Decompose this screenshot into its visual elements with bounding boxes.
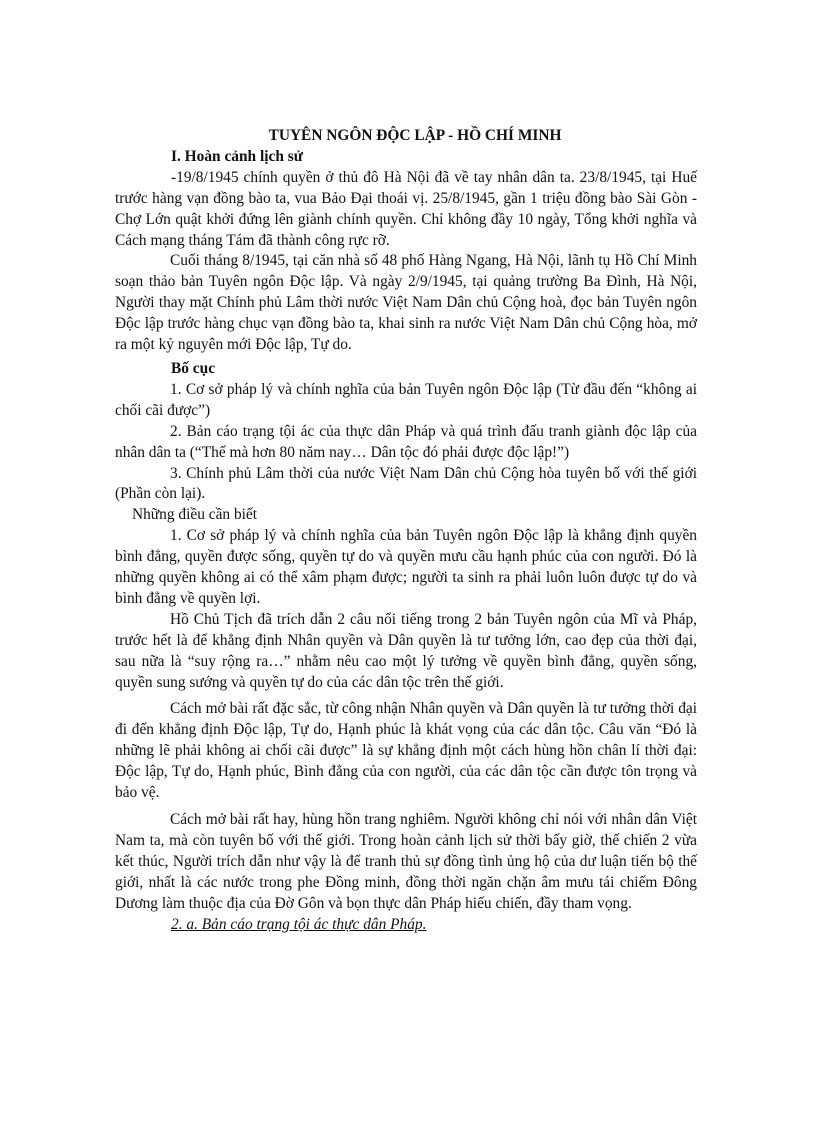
layout-item: 3. Chính phủ Lâm thời của nước Việt Nam Dân chủ Cộng hòa tuyên bố với thế giới (Phần còn lại). <box>115 464 697 503</box>
document-title: TUYÊN NGÔN ĐỘC LẬP - HỒ CHÍ MINH <box>268 127 562 144</box>
paragraph: 1. Cơ sở pháp lý và chính nghĩa của bản Tuyên ngôn Độc lập là khẳng định quyền bình đẳng, quyền được sống, quyền tự do và quyền mưu cầu hạnh phúc của con người. Đó là những quyền không ai có thể xâm phạm được; người ta sinh ra phải luôn luôn được tự do và bình đẳng về quyền lợi. <box>115 527 697 607</box>
subheading-2a: 2. a. Bản cáo trạng tội ác thực dân Pháp. <box>171 915 427 933</box>
paragraph: Cách mở bài rất hay, hùng hồn trang nghiêm. Người không chỉ nói với nhân dân Việt Nam ta, mà còn tuyên bố với thế giới. Trong hoàn cảnh lịch sử thời bấy giờ, thế chiến 2 vừa kết thúc, Người trích dẫn như vậy là để tranh thủ sự đồng tình ủng hộ của dư luận tiến bộ thế giới, nhất là các nước trong phe Đồng minh, đồng thời ngăn chặn âm mưu tái chiếm Đông Dương làm thuộc địa của Đờ Gôn và bọn thực dân Pháp hiếu chiến, đầy tham vọng. <box>115 811 697 912</box>
section-heading-notes: Những điều cần biết <box>132 506 258 524</box>
layout-item: 1. Cơ sở pháp lý và chính nghĩa của bản Tuyên ngôn Độc lập (Từ đầu đến “không ai chối cãi được”) <box>115 380 697 419</box>
document-body <box>115 126 697 935</box>
section-heading-historical-context: I. Hoàn cảnh lịch sử <box>171 147 303 165</box>
layout-item: 2. Bản cáo trạng tội ác của thực dân Pháp và quá trình đấu tranh giành độc lập của nhân dân ta (“Thế mà hơn 80 năm nay… Dân tộc đó phải được độc lập!”) <box>115 422 697 461</box>
paragraph: Cuối tháng 8/1945, tại căn nhà số 48 phố Hàng Ngang, Hà Nội, lãnh tụ Hồ Chí Minh soạn thảo bản Tuyên ngôn Độc lập. Và ngày 2/9/1945, tại quảng trường Ba Đình, Hà Nội, Người thay mặt Chính phủ Lâm thời nước Việt Nam Dân chủ Cộng hoà, đọc bản Tuyên ngôn Độc lập trước hàng chục vạn đồng bào ta, khai sinh ra nước Việt Nam Dân chủ Cộng hòa, mở ra một kỷ nguyên mới Độc lập, Tự do. <box>115 252 697 354</box>
paragraph: Cách mở bài rất đặc sắc, từ công nhận Nhân quyền và Dân quyền là tư tưởng thời đại đi đến khẳng định Độc lập, Tự do, Hạnh phúc là khát vọng của các dân tộc. Câu văn “Đó là những lẽ phải không ai chối cãi được” là sự khẳng định một cách hùng hồn chân lí thời đại: Độc lập, Tự do, Hạnh phúc, Bình đẳng của con người, của các dân tộc cần được tôn trọng và bảo vệ. <box>115 700 697 802</box>
paragraph: -19/8/1945 chính quyền ở thủ đô Hà Nội đã về tay nhân dân ta. 23/8/1945, tại Huế trước hàng vạn đồng bào ta, vua Bảo Đại thoái vị. 25/8/1945, gần 1 triệu đồng bào Sài Gòn - Chợ Lớn quật khởi đứng lên giành chính quyền. Chỉ không đầy 10 ngày, Tổng khởi nghĩa và Cách mạng tháng Tám đã thành công rực rỡ. <box>115 168 697 249</box>
paragraph: Hồ Chủ Tịch đã trích dẫn 2 câu nổi tiếng trong 2 bản Tuyên ngôn của Mĩ và Pháp, trước hết là để khẳng định Nhân quyền và Dân quyền là tư tưởng lớn, cao đẹp của thời đại, sau nữa là “suy rộng ra…” nhằm nêu cao một lý tưởng về quyền bình đẳng, quyền sống, quyền sung sướng và quyền tự do của các dân tộc trên thế giới. <box>115 610 697 691</box>
section-heading-layout: Bố cục <box>171 359 216 377</box>
